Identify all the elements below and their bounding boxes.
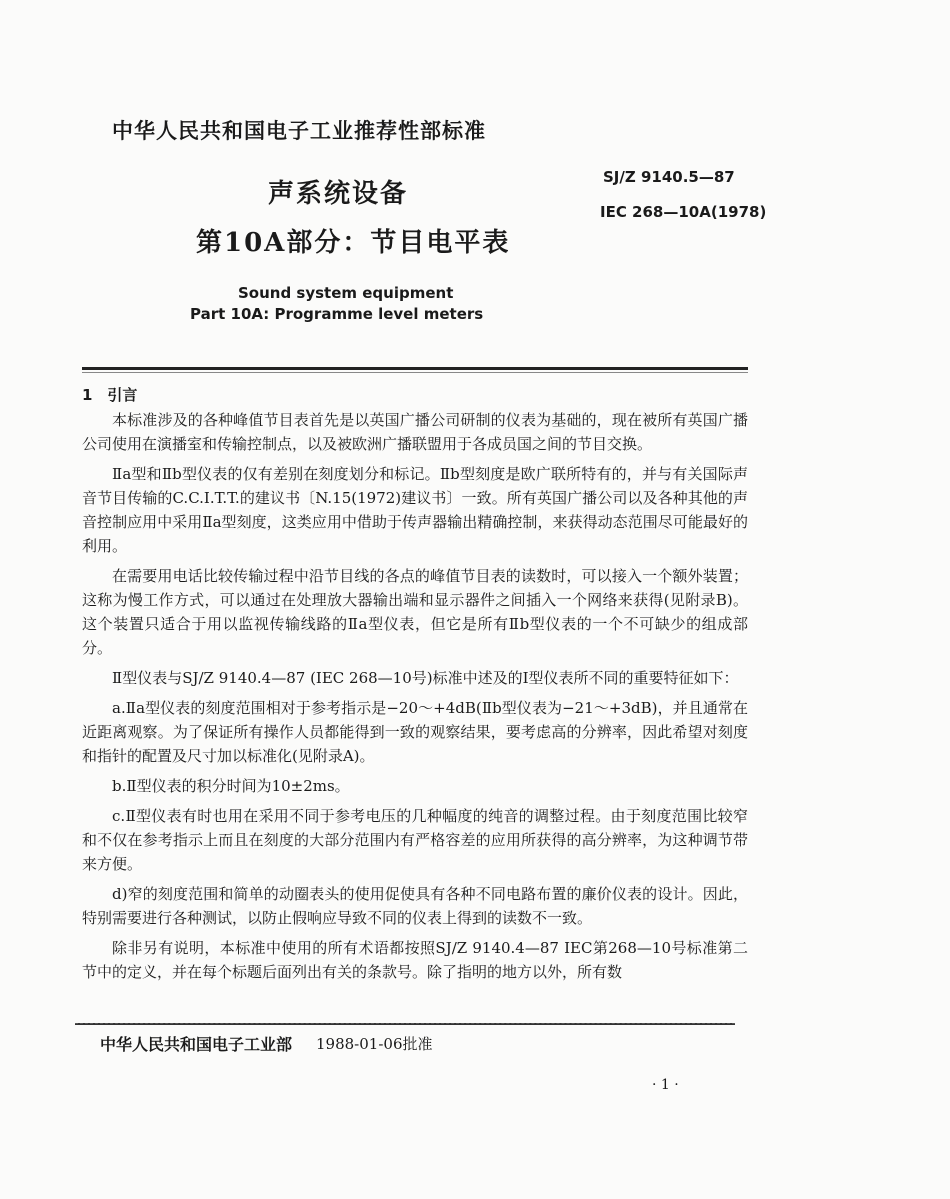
standard-number: SJ/Z 9140.5—87 [603,168,735,186]
footer-approval-date: 1988-01-06批准 [316,1035,433,1053]
title-en-line1: Sound system equipment [238,284,454,302]
list-item: d)窄的刻度范围和简单的动圈表头的使用促使具有各种不同电路布置的廉价仪表的设计。因此，特别需要进行各种测试，以防止假响应导致不同的仪表上得到的读数不一致。 [82,885,748,927]
list-item: a.Ⅱa型仪表的刻度范围相对于参考指示是−20～+4dB(Ⅱb型仪表为−21～+3dB)，并且通常在近距离观察。为了保证所有操作人员都能得到一致的观察结果，要考虑高的分辨率，因此希望对刻度和指针的配置及尺寸加以标准化(见附录A)。 [82,699,748,765]
footer-organization: 中华人民共和国电子工业部 [100,1035,293,1054]
bottom-divider [75,1023,735,1025]
list-item: c.Ⅱ型仪表有时也用在采用不同于参考电压的几种幅度的纯音的调整过程。由于刻度范围比较窄和不仅在参考指示上而且在刻度的大部分范围内有严格容差的应用所获得的高分辨率，为这种调节带来方便。 [82,807,748,873]
title-cn-line1: 声系统设备 [268,179,409,209]
list-item: b.Ⅱ型仪表的积分时间为10±2ms。 [112,777,350,795]
paragraph: 在需要用电话比较传输过程中沿节目线的各点的峰值节目表的读数时，可以接入一个额外装置；这称为慢工作方式，可以通过在处理放大器输出端和显示器件之间插入一个网络来获得(见附录B)。这个装置只适合于用以监视传输线路的Ⅱa型仪表，但它是所有Ⅱb型仪表的一个不可缺少的组成部分。 [82,567,748,657]
paragraph: Ⅱ型仪表与SJ/Z 9140.4—87 (IEC 268—10号)标准中述及的Ⅰ型仪表所不同的重要特征如下： [112,669,739,687]
paragraph: Ⅱa型和Ⅱb型仪表的仅有差别在刻度划分和标记。Ⅱb型刻度是欧广联所特有的，并与有关国际声音节目传输的C.C.I.T.T.的建议书〔N.15(1972)建议书〕一致。所有英国广播公司以及各种其他的声音控制应用中采用Ⅱa型刻度，这类应用中借助于传声器输出精确控制，来获得动态范围尽可能最好的利用。 [82,465,748,555]
iec-number: IEC 268—10A(1978) [600,203,767,221]
paragraph: 除非另有说明，本标准中使用的所有术语都按照SJ/Z 9140.4—87 IEC第268—10号标准第二节中的定义，并在每个标题后面列出有关的条款号。除了指明的地方以外，所有数 [82,939,748,981]
paragraph: 本标准涉及的各种峰值节目表首先是以英国广播公司研制的仪表为基础的，现在被所有英国广播公司使用在演播室和传输控制点，以及被欧洲广播联盟用于各成员国之间的节目交换。 [82,411,748,453]
top-divider [82,367,748,370]
page-number: · 1 · [652,1077,679,1093]
body-text [82,408,748,990]
document-header: 中华人民共和国电子工业推荐性部标准 [112,118,486,143]
title-cn-line2: 第10A部分：节目电平表 [196,228,511,258]
top-divider-thin [82,372,748,373]
title-en-line2: Part 10A: Programme level meters [190,305,484,323]
section-heading: 1 引言 [82,386,138,404]
